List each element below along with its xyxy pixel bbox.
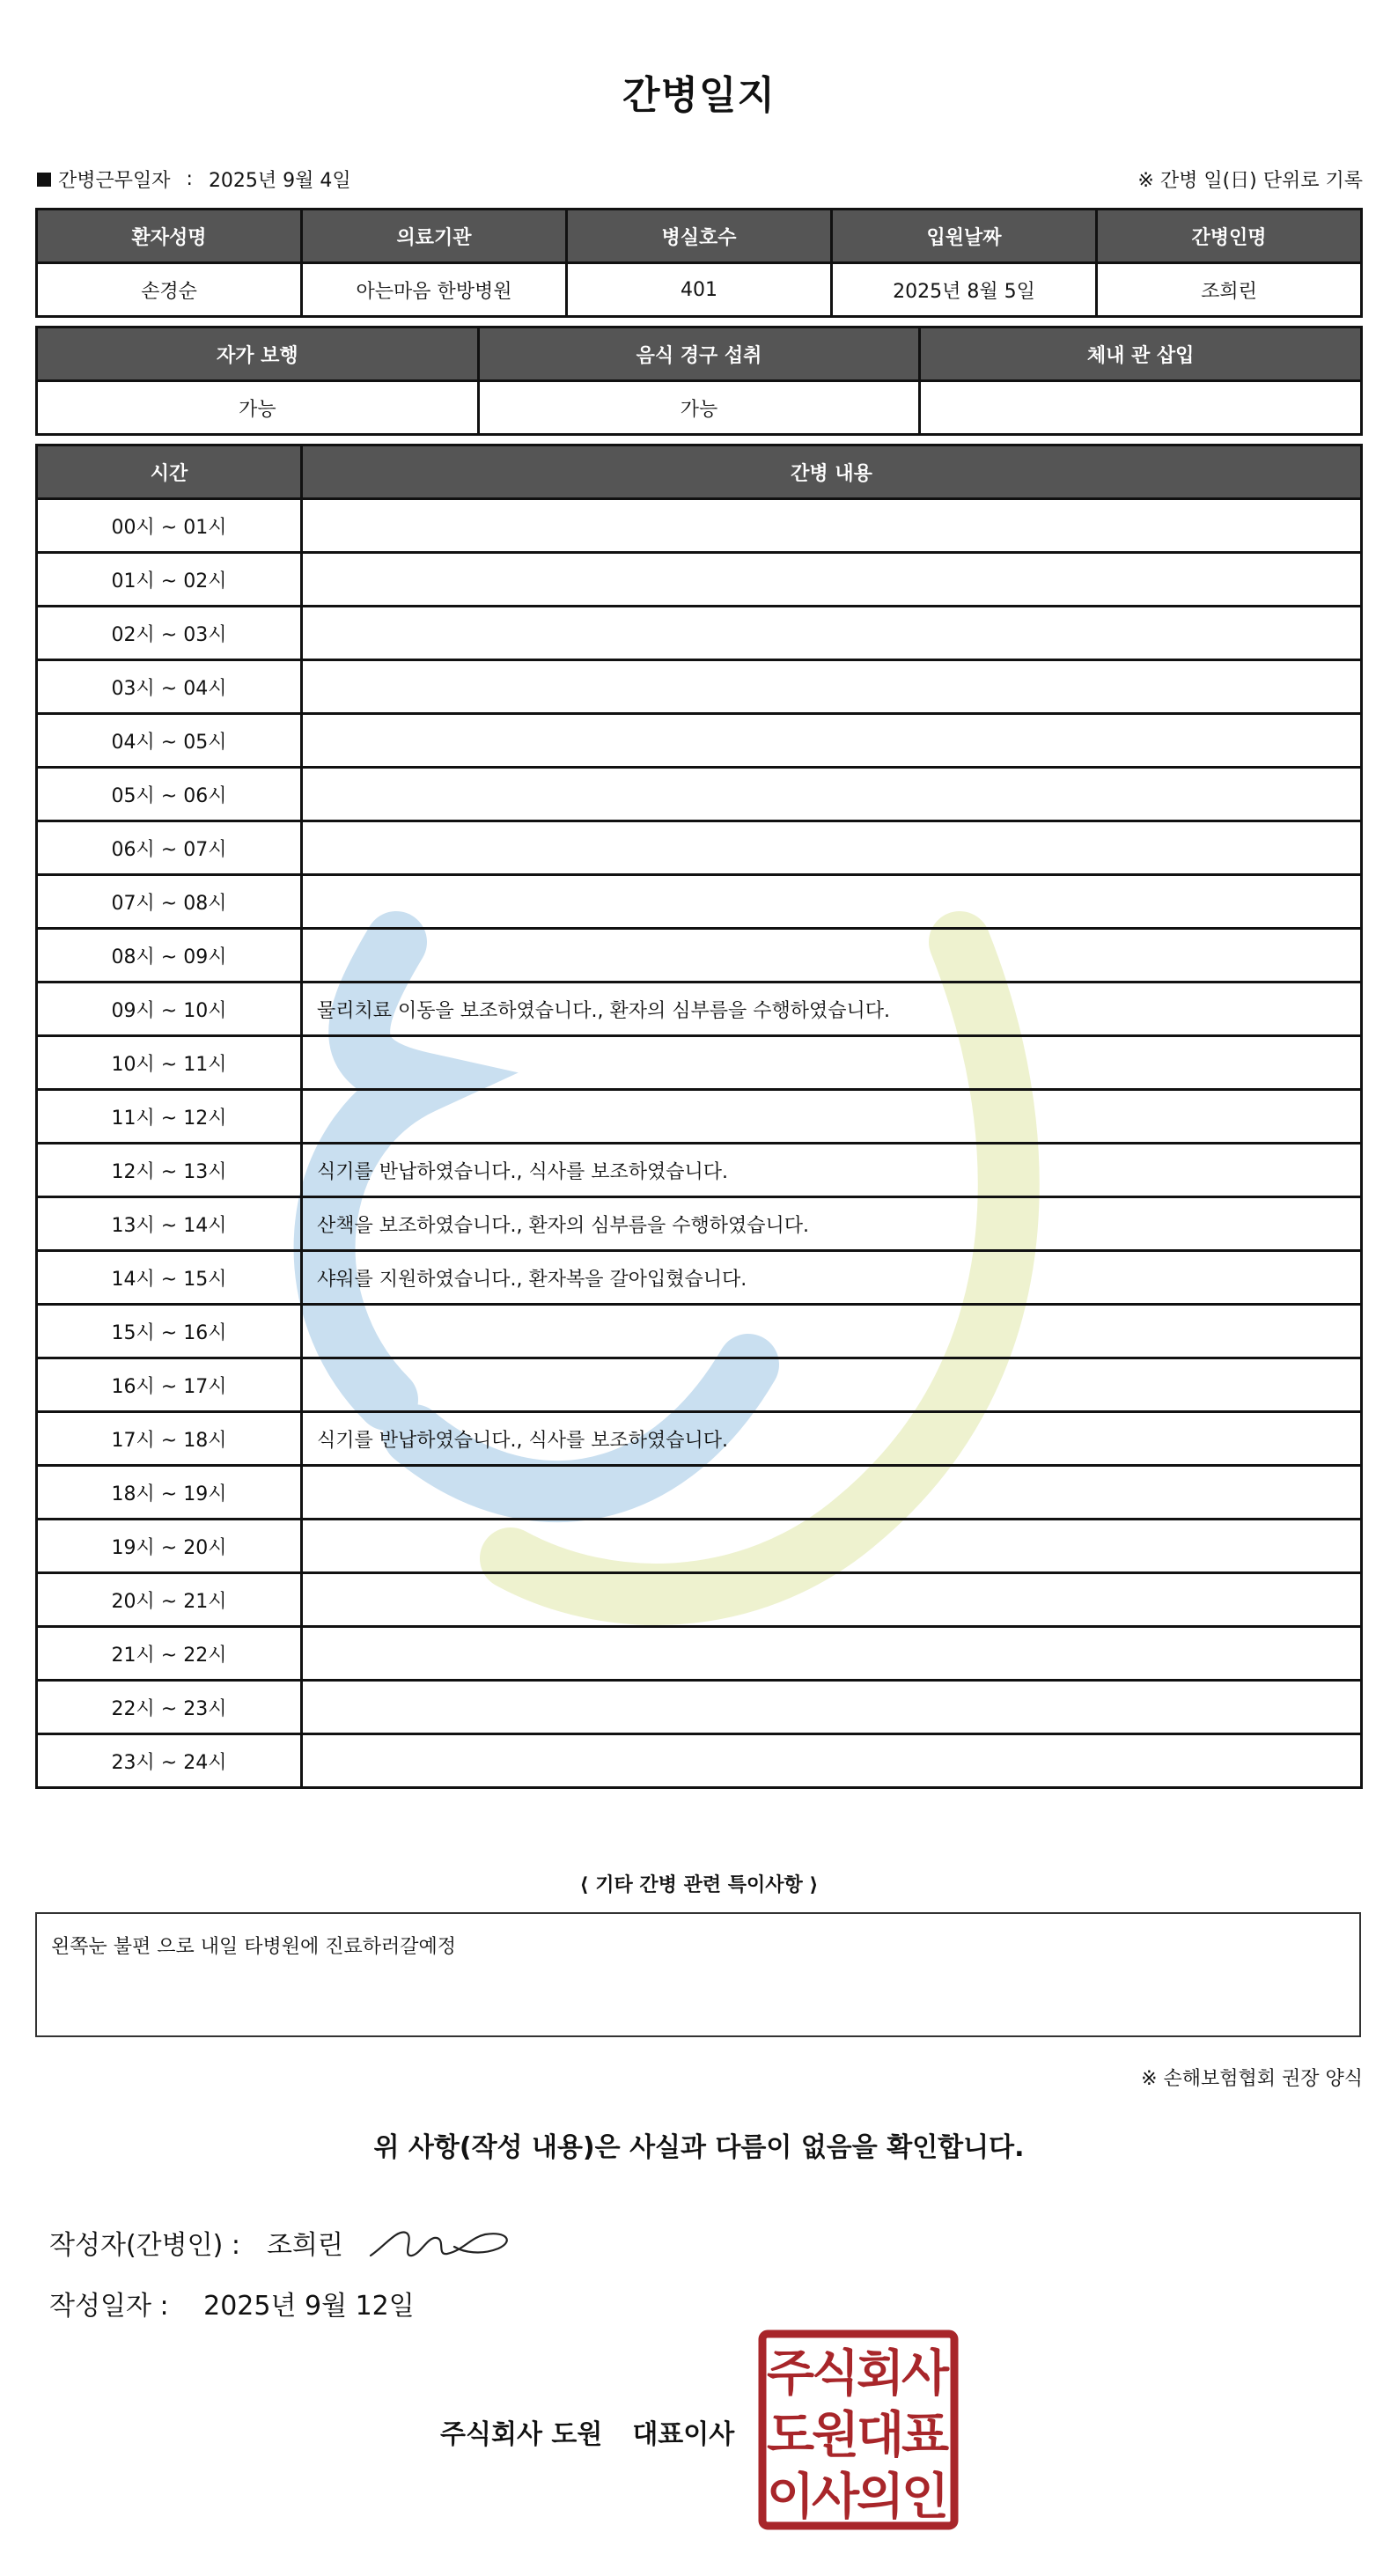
seal-glyph: 인 <box>901 2469 950 2526</box>
care-content <box>302 768 1362 821</box>
time-slot: 14시 ~ 15시 <box>37 1251 302 1305</box>
time-slot: 23시 ~ 24시 <box>37 1734 302 1788</box>
time-slot: 00시 ~ 01시 <box>37 499 302 553</box>
table-row <box>37 1090 1362 1144</box>
write-date-value: 2025년 9월 12일 <box>203 2291 415 2322</box>
remarks-title: ⟨ 기타 간병 관련 특이사항 ⟩ <box>579 1874 819 1896</box>
time-slot: 19시 ~ 20시 <box>37 1520 302 1573</box>
table-row <box>37 714 1362 768</box>
company-line <box>440 2412 734 2451</box>
seal-glyph: 표 <box>901 2407 950 2464</box>
time-slot: 13시 ~ 14시 <box>37 1197 302 1251</box>
table-row <box>37 875 1362 929</box>
table-row <box>37 1197 1362 1251</box>
care-content: 샤워를 지원하였습니다., 환자복을 갈아입혔습니다. <box>302 1251 1362 1305</box>
seal-glyph: 식 <box>811 2345 860 2403</box>
table-row <box>37 1466 1362 1520</box>
time-slot: 08시 ~ 09시 <box>37 929 302 983</box>
time-slot: 11시 ~ 12시 <box>37 1090 302 1144</box>
writer-label: 작성자(간병인) : <box>49 2230 240 2261</box>
remarks-text: 왼쪽눈 불편 으로 내일 타병원에 진료하러갈예정 <box>51 1936 457 1958</box>
time-slot: 15시 ~ 16시 <box>37 1305 302 1358</box>
header-hospital: 의료기관 <box>302 210 567 263</box>
care-content: 식기를 반납하였습니다., 식사를 보조하였습니다. <box>302 1412 1362 1466</box>
seal-glyph: 사 <box>901 2345 950 2403</box>
time-slot: 03시 ~ 04시 <box>37 660 302 714</box>
table-row <box>37 553 1362 607</box>
work-date-line <box>37 166 351 193</box>
writer-name: 조희린 <box>266 2230 343 2261</box>
table-row <box>37 983 1362 1036</box>
time-slot: 20시 ~ 21시 <box>37 1573 302 1627</box>
table-row <box>37 1036 1362 1090</box>
time-slot: 07시 ~ 08시 <box>37 875 302 929</box>
time-slot: 02시 ~ 03시 <box>37 607 302 660</box>
care-content: 산책을 보조하였습니다., 환자의 심부름을 수행하였습니다. <box>302 1197 1362 1251</box>
work-date-value: 2025년 9월 4일 <box>208 170 351 192</box>
care-content <box>302 1036 1362 1090</box>
room-number: 401 <box>567 263 832 317</box>
care-content <box>302 1573 1362 1627</box>
company-seal-stamp <box>757 2329 960 2531</box>
time-slot: 12시 ~ 13시 <box>37 1144 302 1197</box>
table-row <box>37 768 1362 821</box>
time-slot: 17시 ~ 18시 <box>37 1412 302 1466</box>
time-slot: 05시 ~ 06시 <box>37 768 302 821</box>
time-slot: 21시 ~ 22시 <box>37 1627 302 1681</box>
header-tube-insertion: 체내 관 삽입 <box>920 328 1362 381</box>
remarks-box <box>35 1912 1361 2037</box>
patient-name: 손경순 <box>37 263 302 317</box>
seal-glyph: 회 <box>856 2345 905 2403</box>
care-content <box>302 553 1362 607</box>
table-row <box>37 1144 1362 1197</box>
confirmation-statement: 위 사항(작성 내용)은 사실과 다름이 없음을 확인합니다. <box>373 2132 1025 2163</box>
care-content <box>302 499 1362 553</box>
table-row <box>37 1627 1362 1681</box>
writer-line <box>49 2220 516 2264</box>
hospital-name: 아는마음 한방병원 <box>302 263 567 317</box>
seal-glyph: 사 <box>811 2469 860 2526</box>
time-slot: 18시 ~ 19시 <box>37 1466 302 1520</box>
seal-glyph: 도 <box>766 2407 815 2464</box>
company-name: 주식회사 도원 <box>440 2419 603 2450</box>
table-row <box>37 660 1362 714</box>
caregiver-name: 조희린 <box>1097 263 1362 317</box>
time-slot: 09시 ~ 10시 <box>37 983 302 1036</box>
recommendation-note: ※ 손해보험협회 권장 양식 <box>1141 2068 1363 2090</box>
time-slot: 01시 ~ 02시 <box>37 553 302 607</box>
care-content <box>302 714 1362 768</box>
work-date-separator: : <box>186 168 193 190</box>
care-content: 물리치료 이동을 보조하였습니다., 환자의 심부름을 수행하였습니다. <box>302 983 1362 1036</box>
signature-mark <box>366 2220 516 2264</box>
care-content <box>302 875 1362 929</box>
admission-date: 2025년 8월 5일 <box>832 263 1097 317</box>
header-room-number: 병실호수 <box>567 210 832 263</box>
care-content <box>302 1305 1362 1358</box>
tube-insertion-value <box>920 381 1362 435</box>
care-content <box>302 1734 1362 1788</box>
header-oral-intake: 음식 경구 섭취 <box>478 328 920 381</box>
daily-record-note: ※ 간병 일(日) 단위로 기록 <box>1137 170 1363 192</box>
header-self-walking: 자가 보행 <box>37 328 479 381</box>
header-caregiver-name: 간병인명 <box>1097 210 1362 263</box>
company-title: 대표이사 <box>632 2419 735 2450</box>
care-content: 식기를 반납하였습니다., 식사를 보조하였습니다. <box>302 1144 1362 1197</box>
self-walking-value: 가능 <box>37 381 479 435</box>
table-row <box>37 1520 1362 1573</box>
square-bullet-icon <box>37 173 51 187</box>
time-slot: 16시 ~ 17시 <box>37 1358 302 1412</box>
table-row <box>37 1412 1362 1466</box>
write-date-label: 작성일자 : <box>49 2291 169 2322</box>
table-row <box>37 1734 1362 1788</box>
header-care-content: 간병 내용 <box>302 445 1362 499</box>
care-content <box>302 929 1362 983</box>
page-title: 간병일지 <box>622 73 776 118</box>
care-content <box>302 1681 1362 1734</box>
table-row <box>37 499 1362 553</box>
care-content <box>302 660 1362 714</box>
patient-status-table <box>35 326 1363 436</box>
seal-glyph: 원 <box>811 2407 860 2464</box>
care-content <box>302 1627 1362 1681</box>
table-row <box>37 1358 1362 1412</box>
table-row <box>37 929 1362 983</box>
header-admission-date: 입원날짜 <box>832 210 1097 263</box>
oral-intake-value: 가능 <box>478 381 920 435</box>
time-slot: 06시 ~ 07시 <box>37 821 302 875</box>
care-content <box>302 1466 1362 1520</box>
write-date-line <box>49 2284 415 2322</box>
care-content <box>302 607 1362 660</box>
seal-glyph: 이 <box>766 2469 815 2526</box>
care-content <box>302 1090 1362 1144</box>
seal-glyph: 대 <box>856 2407 905 2464</box>
care-content <box>302 1520 1362 1573</box>
care-log-table <box>35 444 1363 1789</box>
header-patient-name: 환자성명 <box>37 210 302 263</box>
header-time: 시간 <box>37 445 302 499</box>
care-content <box>302 821 1362 875</box>
table-row <box>37 821 1362 875</box>
time-slot: 22시 ~ 23시 <box>37 1681 302 1734</box>
table-row <box>37 1681 1362 1734</box>
time-slot: 04시 ~ 05시 <box>37 714 302 768</box>
work-date-label: 간병근무일자 <box>58 170 171 192</box>
table-row <box>37 1305 1362 1358</box>
seal-glyph: 주 <box>766 2345 815 2403</box>
seal-glyph: 의 <box>856 2469 905 2526</box>
time-slot: 10시 ~ 11시 <box>37 1036 302 1090</box>
care-content <box>302 1358 1362 1412</box>
table-row <box>37 607 1362 660</box>
table-row <box>37 1573 1362 1627</box>
patient-info-table <box>35 208 1363 318</box>
table-row <box>37 1251 1362 1305</box>
